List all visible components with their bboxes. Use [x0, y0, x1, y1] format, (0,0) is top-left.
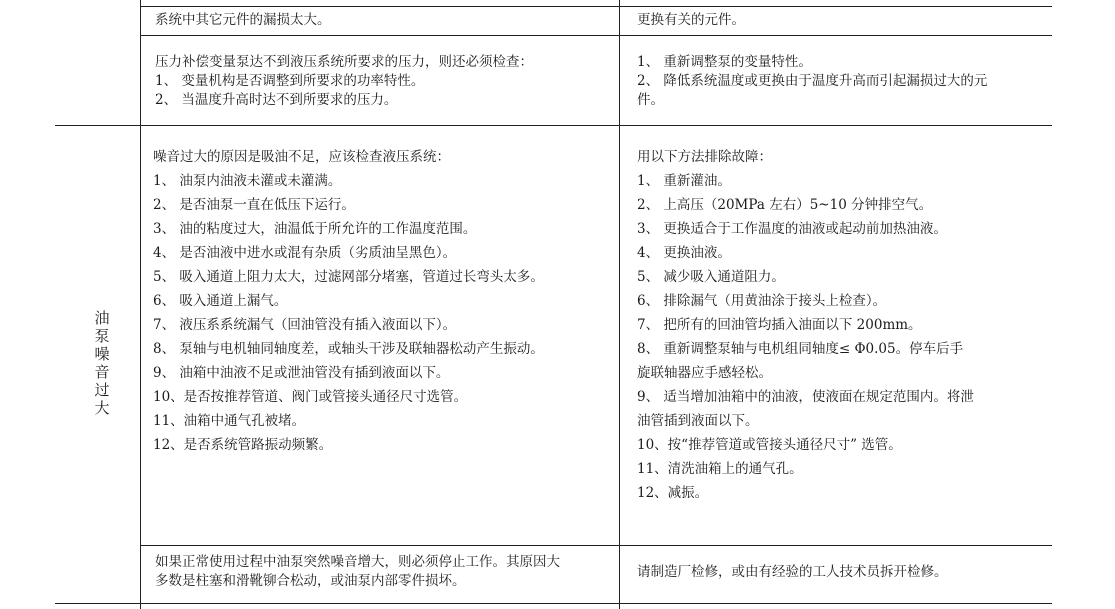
- text-line: 如果正常使用过程中油泵突然噪音增大，则必须停止工作。其原因大: [155, 554, 560, 570]
- row1-remedy: [637, 11, 745, 30]
- row4-remedy: [637, 563, 948, 582]
- list-item: 旋联轴器应手感轻松。: [637, 365, 772, 381]
- rule-row3: [140, 545, 1052, 546]
- rule-col-mid: [619, 0, 620, 609]
- row4-cause: [155, 553, 560, 591]
- row3-remedy-list: [637, 145, 974, 505]
- list-item: 1、 重新灌油。: [637, 173, 731, 189]
- row2-cause: [155, 53, 533, 110]
- category-char: 大: [94, 399, 110, 417]
- list-item: 7、 把所有的回油管均插入油面以下 200mm。: [637, 317, 922, 333]
- text-line: 更换有关的元件。: [637, 12, 745, 28]
- category-char: 泵: [94, 327, 110, 345]
- category-char: 油: [94, 309, 110, 327]
- list-item: 8、 重新调整泵轴与电机组同轴度≤ Φ0.05。停车后手: [637, 341, 964, 357]
- row1-cause: [155, 11, 331, 30]
- list-item: 4、 是否油液中进水或混有杂质（劣质油呈黑色）。: [153, 245, 457, 261]
- list-item: 10、是否按推荐管道、阀门或管接头通径尺寸选管。: [153, 389, 468, 405]
- category-char: 噪: [94, 345, 110, 363]
- list-item: 12、是否系统管路振动频繁。: [153, 437, 333, 453]
- text-line: 1、 重新调整泵的变量特性。: [637, 54, 812, 70]
- list-item: 8、 泵轴与电机轴同轴度差，或轴头干涉及联轴器松动产生振动。: [153, 341, 544, 357]
- category-char: 音: [94, 363, 110, 381]
- list-item: 1、 油泵内油液未灌或未灌满。: [153, 173, 342, 189]
- row2-remedy: [637, 53, 987, 110]
- list-item: 6、 吸入通道上漏气。: [153, 293, 288, 309]
- text-line: 请制造厂检修，或由有经验的工人技术员拆开检修。: [637, 564, 948, 580]
- row3-cause-list: [153, 145, 544, 457]
- list-item: 10、按“推荐管道或管接头通径尺寸” 选管。: [637, 437, 902, 453]
- rule-row1: [140, 35, 1052, 36]
- list-item: 油管插到液面以下。: [637, 413, 759, 429]
- category-label-vertical: [92, 309, 112, 417]
- text-line: 2、 降低系统温度或更换由于温度升高而引起漏损过大的元: [637, 73, 988, 89]
- list-item: 4、 更换油液。: [637, 245, 731, 261]
- list-item: 5、 减少吸入通道阻力。: [637, 269, 785, 285]
- list-item: 2、 上高压（20MPa 左右）5~10 分钟排空气。: [637, 197, 933, 213]
- list-item: 12、减振。: [637, 485, 709, 501]
- text-line: 噪音过大的原因是吸油不足，应该检查液压系统：: [153, 149, 450, 165]
- text-line: 用以下方法排除故障：: [637, 149, 772, 165]
- list-item: 11、油箱中通气孔被堵。: [153, 413, 306, 429]
- list-item: 11、清洗油箱上的通气孔。: [637, 461, 803, 477]
- rule-bottom: [55, 603, 1052, 604]
- list-item: 2、 是否油泵一直在低压下运行。: [153, 197, 355, 213]
- list-item: 6、 排除漏气（用黄油涂于接头上检查）。: [637, 293, 887, 309]
- category-char: 过: [94, 381, 110, 399]
- text-line: 1、 变量机构是否调整到所要求的功率特性。: [155, 73, 425, 89]
- rule-row2: [55, 125, 1052, 126]
- rule-col-left: [140, 0, 141, 609]
- list-item: 3、 更换适合于工作温度的油液或起动前加热油液。: [637, 221, 947, 237]
- list-item: 5、 吸入通道上阻力太大，过滤网部分堵塞，管道过长弯头太多。: [153, 269, 544, 285]
- rule-top: [140, 6, 1052, 7]
- list-item: 9、 油箱中油液不足或泄油管没有插到液面以下。: [153, 365, 450, 381]
- text-line: 系统中其它元件的漏损太大。: [155, 12, 331, 28]
- list-item: 3、 油的粘度过大，油温低于所允许的工作温度范围。: [153, 221, 477, 237]
- text-line: 压力补偿变量泵达不到液压系统所要求的压力，则还必须检查：: [155, 54, 533, 70]
- text-line: 件。: [637, 92, 664, 108]
- text-line: 多数是柱塞和滑靴铆合松动，或油泵内部零件损坏。: [155, 573, 466, 589]
- list-item: 9、 适当增加油箱中的油液，使液面在规定范围内。将泄: [637, 389, 974, 405]
- text-line: 2、 当温度升高时达不到所要求的压力。: [155, 92, 398, 108]
- list-item: 7、 液压系系统漏气（回油管没有插入液面以下）。: [153, 317, 457, 333]
